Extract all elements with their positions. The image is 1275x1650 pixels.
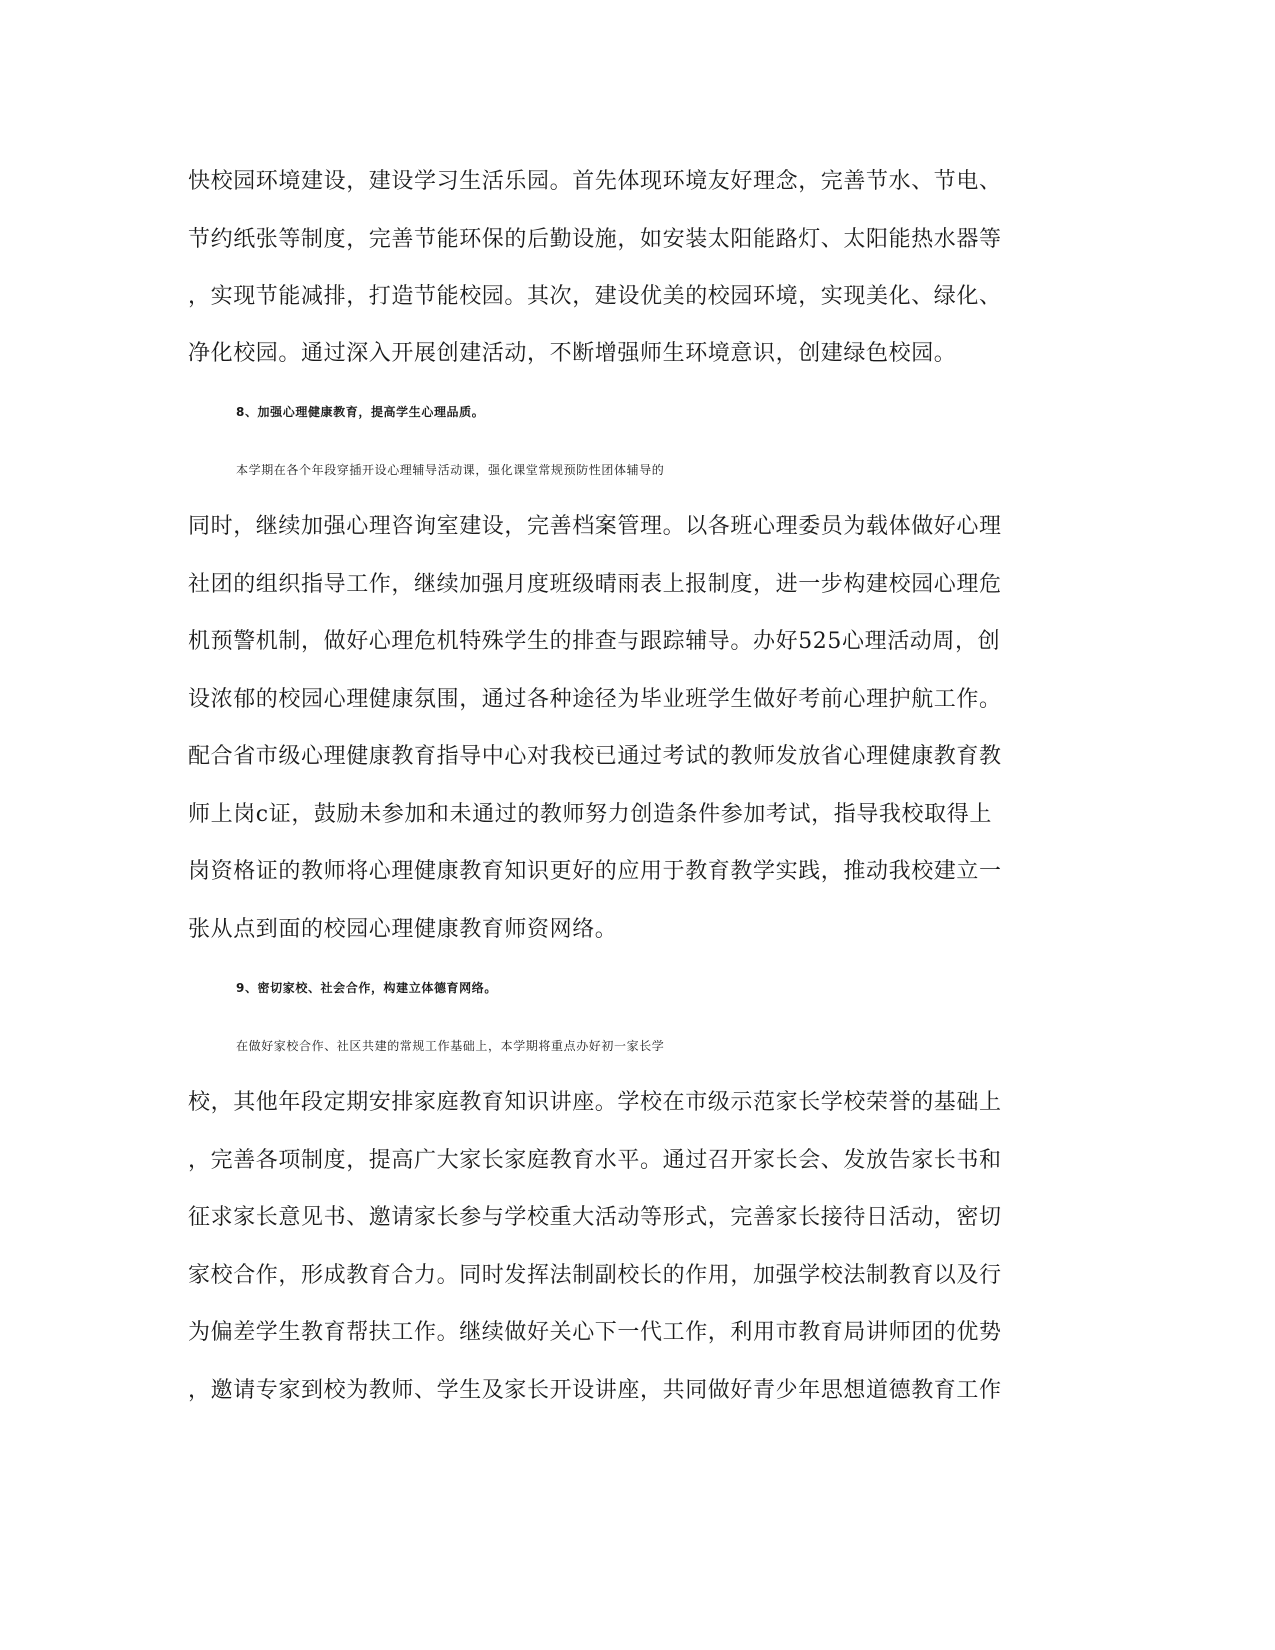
paragraph-line: 机预警机制，做好心理危机特殊学生的排查与跟踪辅导。办好525心理活动周，创 [188, 629, 1001, 654]
paragraph-line: 净化校园。通过深入开展创建活动，不断增强师生环境意识，创建绿色校园。 [188, 341, 957, 366]
paragraph-line: 家校合作，形成教育合力。同时发挥法制副校长的作用，加强学校法制教育以及行 [188, 1263, 1002, 1288]
paragraph-line: ，完善各项制度，提高广大家长家庭教育水平。通过召开家长会、发放告家长书和 [188, 1148, 1002, 1173]
paragraph-line: 快校园环境建设，建设学习生活乐园。首先体现环境友好理念，完善节水、节电、 [188, 169, 1002, 194]
paragraph-line: ，邀请专家到校为教师、学生及家长开设讲座，共同做好青少年思想道德教育工作 [188, 1378, 1002, 1403]
paragraph-line: 师上岗c证，鼓励未参加和未通过的教师努力创造条件参加考试，指导我校取得上 [188, 802, 992, 827]
paragraph-line: 为偏差学生教育帮扶工作。继续做好关心下一代工作，利用市教育局讲师团的优势 [188, 1320, 1002, 1345]
paragraph-line: 在做好家校合作、社区共建的常规工作基础上，本学期将重点办好初一家长学 [236, 1039, 665, 1053]
paragraph-line: ，实现节能减排，打造节能校园。其次，建设优美的校园环境，实现美化、绿化、 [188, 284, 1002, 309]
paragraph-line: 同时，继续加强心理咨询室建设，完善档案管理。以各班心理委员为载体做好心理 [188, 514, 1002, 539]
paragraph-line: 社团的组织指导工作，继续加强月度班级晴雨表上报制度，进一步构建校园心理危 [188, 572, 1002, 597]
paragraph-line: 校，其他年段定期安排家庭教育知识讲座。学校在市级示范家长学校荣誉的基础上 [188, 1090, 1002, 1115]
paragraph-line: 征求家长意见书、邀请家长参与学校重大活动等形式，完善家长接待日活动，密切 [188, 1205, 1002, 1230]
section-heading-8: 8、加强心理健康教育，提高学生心理品质。 [236, 405, 485, 419]
paragraph-line: 设浓郁的校园心理健康氛围，通过各种途径为毕业班学生做好考前心理护航工作。 [188, 687, 1002, 712]
section-heading-9: 9、密切家校、社会合作，构建立体德育网络。 [236, 981, 497, 995]
paragraph-line: 节约纸张等制度，完善节能环保的后勤设施，如安装太阳能路灯、太阳能热水器等 [188, 227, 1002, 252]
paragraph-line: 配合省市级心理健康教育指导中心对我校已通过考试的教师发放省心理健康教育教 [188, 744, 1002, 769]
paragraph-line: 岗资格证的教师将心理健康教育知识更好的应用于教育教学实践，推动我校建立一 [188, 859, 1002, 884]
paragraph-line: 本学期在各个年段穿插开设心理辅导活动课，强化课堂常规预防性团体辅导的 [236, 463, 665, 477]
paragraph-line: 张从点到面的校园心理健康教育师资网络。 [188, 917, 618, 942]
